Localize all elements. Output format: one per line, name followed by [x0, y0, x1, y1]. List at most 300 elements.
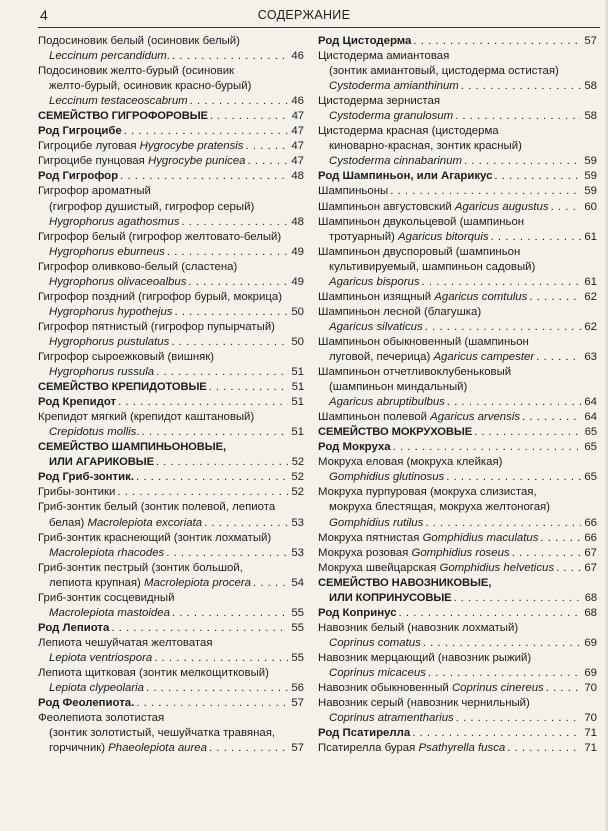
- toc-genus-entry: [38, 696, 304, 711]
- toc-page-number: 70: [584, 712, 597, 725]
- toc-entry-text: Coprinus micaceus: [329, 666, 426, 679]
- dot-leader: [512, 546, 581, 561]
- toc-entry-final-line: [318, 591, 597, 606]
- toc-entry-entry: [38, 500, 304, 530]
- toc-entry-text: Gomphidius glutinosus: [329, 471, 445, 484]
- dot-leader: [390, 184, 581, 199]
- toc-entry-text: Hygrophorus hypothejus: [49, 305, 173, 318]
- toc-entry-line: Шампиньон обыкновенный (шампиньон: [318, 335, 529, 348]
- toc-page-number: 48: [291, 170, 304, 183]
- toc-entry-text: Coprinus comatus: [329, 636, 421, 649]
- toc-page-number: 65: [584, 426, 597, 439]
- toc-page-number: 55: [291, 621, 304, 634]
- toc-entry-final-line: [318, 636, 597, 651]
- toc-entry-text: Гигроцибе пунцовая Hygrocybe punicea: [38, 155, 246, 168]
- toc-entry-final-line: [38, 154, 304, 169]
- toc-entry-entry: [318, 681, 597, 696]
- toc-entry-line: Гигрофор пятнистый (гигрофор пупырчатый): [38, 320, 275, 333]
- dot-leader: [146, 681, 288, 696]
- dot-leader: [393, 440, 581, 455]
- toc-entry-final-line: [38, 169, 304, 184]
- toc-entry-final-line: [38, 109, 304, 124]
- toc-family-entry: [318, 425, 597, 440]
- toc-entry-final-line: [318, 154, 597, 169]
- toc-page-number: 59: [584, 155, 597, 168]
- toc-page-number: 47: [291, 140, 304, 153]
- toc-entry-final-line: [38, 305, 304, 320]
- dot-leader: [167, 245, 288, 260]
- toc-entry-entry: [38, 320, 304, 350]
- toc-entry-text: ИЛИ КОПРИНУСОВЫЕ: [329, 591, 452, 604]
- dot-leader: [413, 34, 581, 49]
- toc-entry-final-line: [38, 365, 304, 380]
- toc-entry-final-line: [318, 711, 597, 726]
- dot-leader: [399, 606, 581, 621]
- toc-entry-line: (шампиньон миндальный): [329, 381, 468, 394]
- toc-genus-entry: [318, 34, 597, 49]
- toc-entry-text: Hygrophorus pustulatus: [49, 335, 170, 348]
- toc-entry-final-line: [38, 215, 304, 230]
- toc-entry-line: Гигрофор поздний (гигрофор бурый, мокрица): [38, 290, 282, 303]
- toc-page-number: 64: [584, 396, 597, 409]
- dot-leader: [136, 696, 288, 711]
- toc-entry-final-line: [318, 350, 597, 365]
- toc-page-number: 47: [291, 125, 304, 138]
- toc-entry-final-line: [38, 516, 304, 531]
- toc-entry-text: Род Цистодерма: [318, 35, 412, 47]
- toc-entry-final-line: [318, 79, 597, 94]
- toc-page-number: 48: [291, 215, 304, 228]
- toc-entry-entry: [38, 154, 304, 169]
- toc-entry-entry: [318, 124, 597, 169]
- dot-leader: [455, 109, 581, 124]
- toc-page-number: 51: [291, 366, 304, 379]
- toc-entry-text: Lepiota clypeolaria: [49, 682, 144, 695]
- toc-genus-entry: [318, 726, 597, 741]
- toc-family-entry: [38, 380, 304, 395]
- toc-entry-text: Шампиньон изящный Agaricus comtulus: [318, 290, 528, 303]
- toc-page-number: 68: [584, 591, 597, 604]
- toc-page-number: 59: [584, 170, 597, 183]
- toc-entry-final-line: [38, 696, 304, 711]
- dot-leader: [154, 651, 288, 666]
- toc-page-number: 47: [291, 155, 304, 168]
- dot-leader: [474, 425, 581, 440]
- toc-entry-text: Род Псатирелла: [318, 727, 411, 740]
- toc-entry-text: Мокруха розовая Gomphidius roseus: [318, 546, 510, 559]
- toc-entry-line: Навозник серый (навозник чернильный): [318, 697, 530, 710]
- toc-entry-text: Шампиньоны: [318, 185, 389, 198]
- toc-entry-final-line: [318, 726, 597, 741]
- toc-entry-final-line: [318, 290, 597, 305]
- toc-page-number: 64: [584, 411, 597, 424]
- toc-page-number: 57: [291, 742, 304, 755]
- toc-entry-final-line: [318, 470, 597, 485]
- toc-page-number: 46: [291, 50, 304, 63]
- toc-entry-text: Leccinum percandidum.: [49, 50, 170, 63]
- toc-entry-entry: [318, 410, 597, 425]
- toc-entry-text: Грибы-зонтики: [38, 486, 116, 499]
- toc-entry-final-line: [38, 275, 304, 290]
- dot-leader: [246, 139, 288, 154]
- toc-entry-line: желто-бурый, осиновик красно-бурый): [49, 80, 252, 93]
- toc-entry-text: Hygrophorus olivaceoalbus: [49, 275, 187, 288]
- toc-entry-final-line: [318, 561, 597, 576]
- toc-page-number: 63: [584, 350, 597, 363]
- toc-entry-text: Род Крепидот: [38, 396, 117, 409]
- toc-entry-final-line: [38, 621, 304, 636]
- toc-entry-line: Гриб-зонтик сосцевидный: [38, 591, 175, 604]
- toc-entry-final-line: [38, 455, 304, 470]
- toc-entry-line: Гриб-зонтик краснеющий (зонтик лохматый): [38, 531, 272, 544]
- toc-genus-entry: [318, 606, 597, 621]
- dot-leader: [172, 49, 288, 64]
- toc-entry-entry: [38, 561, 304, 591]
- toc-entry-final-line: [318, 230, 597, 245]
- toc-page-number: 61: [584, 275, 597, 288]
- toc-entry-text: Coprinus atramentharius: [329, 712, 454, 725]
- page-number: 4: [40, 7, 48, 23]
- toc-page-number: 65: [584, 471, 597, 484]
- toc-entry-final-line: [318, 410, 597, 425]
- toc-entry-line: Цистодерма амиантовая: [318, 50, 450, 63]
- toc-page-number: 62: [584, 320, 597, 333]
- dot-leader: [491, 230, 581, 245]
- toc-entry-final-line: [38, 606, 304, 621]
- toc-entry-final-line: [38, 335, 304, 350]
- toc-entry-entry: [38, 711, 304, 756]
- dot-leader: [540, 531, 581, 546]
- dot-leader: [181, 215, 288, 230]
- toc-entry-line: Навозник мерцающий (навозник рыжий): [318, 651, 532, 664]
- toc-entry-text: Macrolepiota rhacodes: [49, 546, 165, 559]
- toc-entry-entry: [318, 290, 597, 305]
- toc-entry-line: СЕМЕЙСТВО ШАМПИНЬОНОВЫЕ,: [38, 441, 226, 454]
- toc-entry-entry: [38, 485, 304, 500]
- toc-page-number: 51: [291, 381, 304, 394]
- toc-entry-text: Agaricus silvaticus: [329, 320, 423, 333]
- toc-page-number: 52: [291, 456, 304, 469]
- toc-entry-text: Crepidotus mollis.: [49, 426, 140, 439]
- toc-page-number: 56: [291, 682, 304, 695]
- dot-leader: [190, 94, 288, 109]
- toc-entry-final-line: [38, 94, 304, 109]
- dot-leader: [111, 621, 288, 636]
- dot-leader: [209, 380, 288, 395]
- toc-entry-final-line: [318, 546, 597, 561]
- toc-entry-line: Шампиньон лесной (благушка): [318, 305, 482, 318]
- toc-entry-text: Навозник обыкновенный Coprinus cinereus: [318, 682, 544, 695]
- toc-genus-entry: [38, 470, 304, 485]
- dot-leader: [529, 290, 581, 305]
- toc-left-column: [38, 34, 304, 756]
- toc-genus-entry: [38, 124, 304, 139]
- dot-leader: [446, 470, 581, 485]
- toc-entry-text: Hygrophorus agathosmus: [49, 215, 180, 228]
- toc-page-number: 55: [291, 606, 304, 619]
- dot-leader: [551, 200, 581, 215]
- toc-entry-line: Шампиньон двукольцевой (шампиньон: [318, 215, 525, 228]
- toc-page-number: 65: [584, 441, 597, 454]
- page-header: [0, 0, 608, 26]
- toc-entry-final-line: [318, 531, 597, 546]
- toc-entry-line: Гигрофор оливково-белый (сластена): [38, 260, 238, 273]
- toc-entry-final-line: [38, 576, 304, 591]
- toc-entry-text: тротуарный) Agaricus bitorquis: [329, 230, 489, 243]
- toc-page-number: 58: [584, 110, 597, 123]
- toc-entry-entry: [38, 230, 304, 260]
- toc-entry-final-line: [318, 169, 597, 184]
- toc-entry-entry: [318, 245, 597, 290]
- toc-entry-final-line: [38, 485, 304, 500]
- toc-entry-final-line: [318, 425, 597, 440]
- toc-page-number: 61: [584, 230, 597, 243]
- toc-page-number: 57: [291, 697, 304, 710]
- toc-entry-text: Псатирелла бурая Psathyrella fusca: [318, 742, 506, 755]
- toc-page-number: 66: [584, 516, 597, 529]
- toc-page-number: 52: [291, 486, 304, 499]
- header-rule: [38, 27, 600, 28]
- toc-entry-entry: [38, 64, 304, 109]
- toc-page-number: 62: [584, 290, 597, 303]
- dot-leader: [447, 395, 581, 410]
- toc-entry-text: Мокруха швейцарская Gomphidius helveticus: [318, 561, 555, 574]
- dot-leader: [124, 124, 288, 139]
- toc-page-number: 58: [584, 80, 597, 93]
- toc-entry-entry: [38, 666, 304, 696]
- toc-entry-line: Лепиота чешуйчатая желтоватая: [38, 636, 213, 649]
- toc-entry-text: Hygrophorus eburneus: [49, 245, 165, 258]
- toc-entry-text: Род Гигроцибе: [38, 125, 122, 138]
- dot-leader: [461, 79, 581, 94]
- dot-leader: [422, 275, 581, 290]
- toc-entry-entry: [318, 531, 597, 546]
- toc-entry-line: (гигрофор душистый, гигрофор серый): [49, 200, 255, 213]
- toc-entry-entry: [38, 591, 304, 621]
- toc-entry-line: Лепиота щитковая (зонтик мелкощитковый): [38, 666, 269, 679]
- toc-entry-final-line: [38, 425, 304, 440]
- page-edge: [604, 0, 608, 831]
- toc-entry-line: Мокруха пурпуровая (мокруха слизистая,: [318, 486, 537, 499]
- toc-entry-text: Род Лепиота: [38, 621, 110, 634]
- dot-leader: [171, 335, 288, 350]
- dot-leader: [156, 365, 288, 380]
- toc-entry-final-line: [318, 666, 597, 681]
- toc-entry-final-line: [38, 651, 304, 666]
- dot-leader: [522, 410, 581, 425]
- toc-entry-final-line: [318, 681, 597, 696]
- toc-entry-text: белая) Macrolepiota excoriata: [49, 516, 203, 529]
- toc-entry-final-line: [38, 49, 304, 64]
- toc-page-number: 69: [584, 666, 597, 679]
- dot-leader: [209, 741, 288, 756]
- toc-entry-text: Macrolepiota mastoidea: [49, 606, 170, 619]
- dot-leader: [546, 681, 581, 696]
- toc-entry-text: Род Мокруха: [318, 441, 391, 454]
- dot-leader: [117, 485, 288, 500]
- toc-entry-text: Мокруха пятнистая Gomphidius maculatus: [318, 531, 539, 544]
- toc-entry-final-line: [38, 395, 304, 410]
- toc-entry-text: ИЛИ АГАРИКОВЫЕ: [49, 456, 154, 469]
- toc-entry-line: Подосиновик белый (осиновик белый): [38, 35, 240, 47]
- dot-leader: [556, 561, 581, 576]
- toc-page-number: 50: [291, 305, 304, 318]
- toc-entry-line: Гигрофор сыроежковый (вишняк): [38, 350, 215, 363]
- toc-entry-entry: [318, 200, 597, 215]
- toc-entry-text: Agaricus abruptibulbus: [329, 396, 445, 409]
- toc-entry-entry: [38, 260, 304, 290]
- dot-leader: [253, 576, 288, 591]
- toc-entry-final-line: [38, 470, 304, 485]
- toc-entry-entry: [318, 651, 597, 681]
- toc-page-number: 57: [584, 35, 597, 47]
- toc-entry-line: Гриб-зонтик пестрый (зонтик большой,: [38, 561, 243, 574]
- dot-leader: [507, 741, 581, 756]
- toc-entry-final-line: [318, 34, 597, 49]
- dot-leader: [494, 169, 581, 184]
- dot-leader: [210, 109, 288, 124]
- toc-genus-entry: [38, 169, 304, 184]
- toc-family-entry: [38, 109, 304, 124]
- dot-leader: [188, 275, 288, 290]
- toc-entry-final-line: [38, 380, 304, 395]
- toc-entry-line: культивируемый, шампиньон садовый): [329, 260, 536, 273]
- toc-entry-text: Cystoderma amianthinum: [329, 80, 459, 93]
- toc-genus-entry: [318, 169, 597, 184]
- toc-entry-entry: [318, 621, 597, 651]
- toc-page-number: 68: [584, 606, 597, 619]
- dot-leader: [174, 305, 288, 320]
- toc-entry-entry: [38, 531, 304, 561]
- dot-leader: [536, 350, 581, 365]
- toc-entry-final-line: [38, 741, 304, 756]
- toc-page-number: 52: [291, 471, 304, 484]
- toc-entry-final-line: [318, 395, 597, 410]
- toc-page-number: 59: [584, 185, 597, 198]
- toc-entry-text: луговой, печерица) Agaricus campester: [329, 350, 535, 363]
- dot-leader: [454, 591, 581, 606]
- toc-page-number: 50: [291, 335, 304, 348]
- toc-entry-final-line: [318, 275, 597, 290]
- toc-entry-text: Гигроцибе луговая Hygrocybe pratensis: [38, 140, 244, 153]
- toc-entry-line: Цистодерма красная (цистодерма: [318, 125, 499, 138]
- toc-entry-entry: [318, 184, 597, 199]
- toc-page-number: 49: [291, 245, 304, 258]
- toc-entry-line: Навозник белый (навозник лохматый): [318, 621, 519, 634]
- toc-entry-line: Мокруха еловая (мокруха клейкая): [318, 456, 503, 469]
- toc-entry-text: Шампиньон августовский Agaricus augustus: [318, 200, 549, 213]
- toc-entry-line: Гигрофор белый (гигрофор желтовато-белый): [38, 230, 282, 243]
- toc-page-number: 66: [584, 531, 597, 544]
- toc-entry-final-line: [318, 184, 597, 199]
- dot-leader: [456, 711, 581, 726]
- toc-page-number: 55: [291, 651, 304, 664]
- toc-entry-entry: [318, 455, 597, 485]
- toc-entry-line: (зонтик амиантовый, цистодерма остистая): [329, 65, 559, 78]
- toc-entry-final-line: [318, 320, 597, 335]
- toc-entry-text: Род Феолепиота.: [38, 697, 135, 710]
- toc-page-number: 51: [291, 426, 304, 439]
- toc-entry-entry: [38, 139, 304, 154]
- toc-entry-entry: [318, 546, 597, 561]
- toc-entry-line: Крепидот мягкий (крепидот каштановый): [38, 411, 255, 424]
- toc-entry-final-line: [318, 109, 597, 124]
- toc-entry-final-line: [38, 124, 304, 139]
- toc-entry-line: Гриб-зонтик белый (зонтик полевой, лепиота: [38, 501, 276, 514]
- toc-entry-line: мокруха блестящая, мокруха желтоногая): [329, 501, 550, 514]
- dot-leader: [204, 516, 288, 531]
- toc-entry-entry: [318, 561, 597, 576]
- toc-page-number: 49: [291, 275, 304, 288]
- toc-entry-entry: [318, 94, 597, 124]
- toc-entry-text: Шампиньон полевой Agaricus arvensis: [318, 411, 521, 424]
- toc-page-number: 53: [291, 516, 304, 529]
- toc-page-number: 67: [584, 561, 597, 574]
- toc-entry-line: Цистодерма зернистая: [318, 95, 441, 108]
- toc-entry-final-line: [318, 606, 597, 621]
- dot-leader: [166, 546, 288, 561]
- toc-entry-entry: [318, 49, 597, 94]
- toc-entry-line: Феолепиота золотистая: [38, 712, 165, 725]
- toc-entry-text: Cystoderma cinnabarinum: [329, 155, 462, 168]
- toc-entry-text: Род Копринус: [318, 606, 397, 619]
- toc-entry-text: Leccinum testaceoscabrum: [49, 95, 188, 108]
- toc-entry-entry: [38, 34, 304, 64]
- toc-entry-text: Cystoderma granulosum: [329, 110, 454, 123]
- dot-leader: [425, 320, 581, 335]
- toc-genus-entry: [318, 440, 597, 455]
- toc-entry-line: Шампиньон отчетливоклубеньковый: [318, 366, 512, 379]
- toc-page-number: 47: [291, 110, 304, 123]
- toc-entry-text: Род Гриб-зонтик.: [38, 471, 134, 484]
- toc-entry-text: Род Гигрофор: [38, 170, 119, 183]
- toc-family-entry: [318, 576, 597, 606]
- toc-entry-line: Шампиньон двуспоровый (шампиньон: [318, 245, 521, 258]
- page-title: СОДЕРЖАНИЕ: [257, 8, 351, 22]
- toc-page-number: 46: [291, 95, 304, 108]
- dot-leader: [428, 666, 581, 681]
- toc-page-number: 53: [291, 546, 304, 559]
- toc-entry-final-line: [318, 741, 597, 756]
- toc-family-entry: [38, 440, 304, 470]
- toc-entry-entry: [38, 410, 304, 440]
- toc-entry-text: Agaricus bisporus: [329, 275, 420, 288]
- dot-leader: [118, 395, 288, 410]
- toc-entry-final-line: [38, 245, 304, 260]
- toc-genus-entry: [38, 621, 304, 636]
- toc-entry-entry: [318, 741, 597, 756]
- toc-page-number: 71: [584, 727, 597, 740]
- toc-entry-final-line: [38, 546, 304, 561]
- toc-entry-final-line: [38, 681, 304, 696]
- toc-page-number: 67: [584, 546, 597, 559]
- dot-leader: [142, 425, 288, 440]
- toc-page-number: 60: [584, 200, 597, 213]
- toc-page-number: 54: [291, 576, 304, 589]
- toc-entry-entry: [318, 305, 597, 335]
- dot-leader: [120, 169, 288, 184]
- dot-leader: [423, 636, 581, 651]
- toc-entry-text: лепиота крупная) Macrolepiota procera: [49, 576, 251, 589]
- toc-entry-text: СЕМЕЙСТВО ГИГРОФОРОВЫЕ: [38, 110, 208, 123]
- dot-leader: [248, 154, 289, 169]
- toc-entry-text: Род Шампиньон, или Агарикус: [318, 170, 493, 183]
- toc-entry-entry: [318, 696, 597, 726]
- toc-page-number: 51: [291, 396, 304, 409]
- toc-right-column: [318, 34, 597, 756]
- toc-entry-text: Hygrophorus russula: [49, 366, 155, 379]
- dot-leader: [412, 726, 581, 741]
